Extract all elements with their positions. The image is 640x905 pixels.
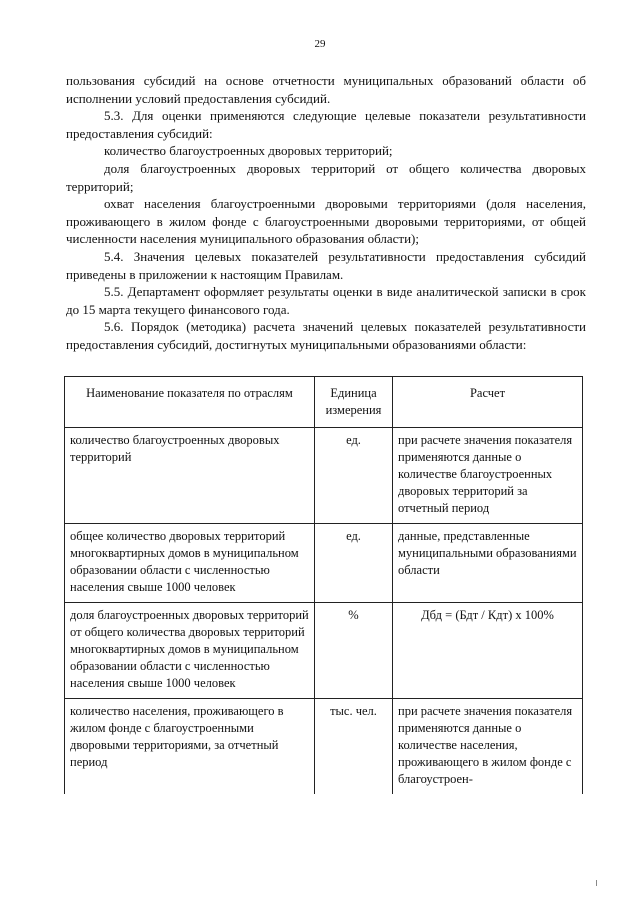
cell-name: количество благоустроенных дворовых территорий [65, 428, 315, 524]
cell-name: общее количество дворовых территорий многоквартирных домов в муниципальном образовании области с численностью населения свыше 1000 человек [65, 524, 315, 603]
cell-unit: тыс. чел. [315, 699, 393, 795]
indicator-table [64, 376, 583, 794]
header-unit: Единица измерения [315, 377, 393, 428]
cell-unit: % [315, 603, 393, 699]
body-text [66, 72, 586, 354]
page-number: 29 [314, 38, 326, 50]
scan-edge-mark [596, 880, 597, 886]
cell-calc: при расчете значения показателя применяются данные о количестве населения, проживающего в жилом фонде с благоустроен- [393, 699, 583, 795]
paragraph-continuation: пользования субсидий на основе отчетности муниципальных образований области об исполнении условий предоставления субсидий. [66, 73, 586, 106]
table-row [65, 699, 583, 795]
paragraph-5-3: 5.3. Для оценки применяются следующие целевые показатели результативности предоставления субсидий: [66, 108, 586, 141]
table-header-row [65, 377, 583, 428]
header-name: Наименование показателя по отраслям [65, 377, 315, 428]
cell-name: количество населения, проживающего в жилом фонде с благоустроенными дворовыми территориями, за отчетный период [65, 699, 315, 795]
cell-calc: данные, представленные муниципальными образованиями области [393, 524, 583, 603]
list-item-share: доля благоустроенных дворовых территорий от общего количества дворовых территорий; [66, 160, 586, 194]
cell-formula: Дбд = (Бдт / Кдт) х 100% [393, 603, 583, 699]
list-item-coverage: охват населения благоустроенными дворовыми территориями (доля населения, проживающего в жилом фонде с благоустроенными дворовыми территориями, от общей численности населения муниципального образования области); [66, 196, 586, 247]
header-calc: Расчет [393, 377, 583, 428]
table-row [65, 524, 583, 603]
cell-unit: ед. [315, 524, 393, 603]
table-row [65, 603, 583, 699]
list-item-count: количество благоустроенных дворовых территорий; [104, 143, 393, 159]
paragraph-5-5: 5.5. Департамент оформляет результаты оценки в виде аналитической записки в срок до 15 марта текущего финансового года. [66, 284, 586, 317]
paragraph-5-4: 5.4. Значения целевых показателей результативности предоставления субсидий приведены в приложении к настоящим Правилам. [66, 248, 586, 282]
cell-unit: ед. [315, 428, 393, 524]
paragraph-5-6: 5.6. Порядок (методика) расчета значений целевых показателей результативности предоставления субсидий, достигнутых муниципальными образованиями области: [66, 319, 586, 352]
table-row [65, 428, 583, 524]
cell-name: доля благоустроенных дворовых территорий от общего количества дворовых территорий многоквартирных домов в муниципальном образовании области с численностью населения свыше 1000 человек [65, 603, 315, 699]
cell-calc: при расчете значения показателя применяются данные о количестве благоустроенных дворовых территорий за отчетный период [393, 428, 583, 524]
